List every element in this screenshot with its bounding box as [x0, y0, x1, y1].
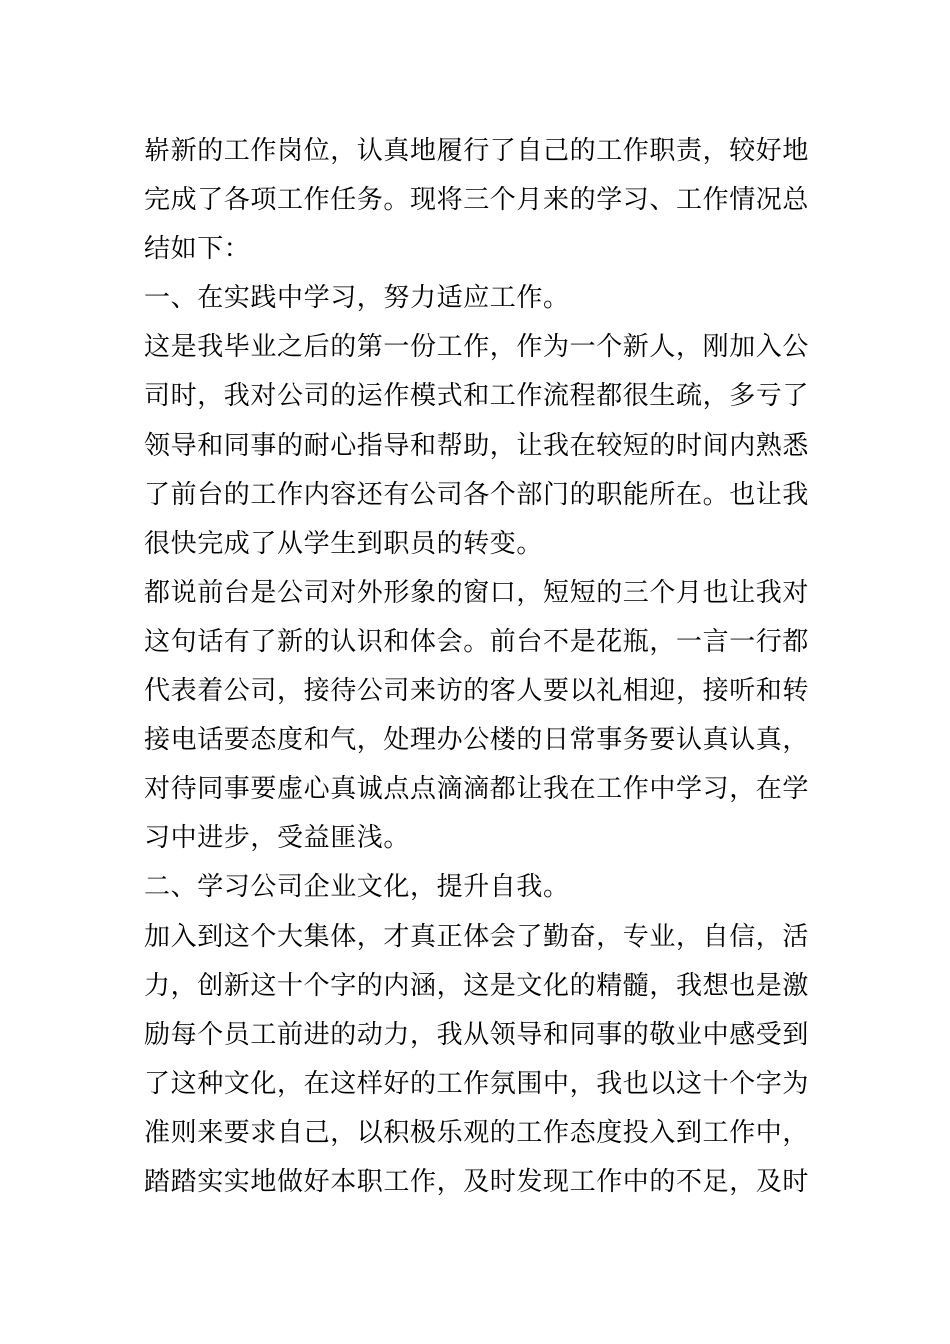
- text-line: 这句话有了新的认识和体会。前台不是花瓶，一言一行都: [144, 626, 810, 657]
- text-line: 力，创新这十个字的内涵，这是文化的精髓，我想也是激: [144, 970, 810, 1001]
- text-line: 了前台的工作内容还有公司各个部门的职能所在。也让我: [144, 479, 810, 510]
- text-line: 加入到这个大集体，才真正体会了勤奋，专业，自信，活: [144, 921, 810, 952]
- text-line: 很快完成了从学生到职员的转变。: [144, 528, 544, 559]
- text-line: 都说前台是公司对外形象的窗口，短短的三个月也让我对: [144, 577, 810, 608]
- text-line: 了这种文化，在这样好的工作氛围中，我也以这十个字为: [144, 1068, 810, 1099]
- section-heading: 一、在实践中学习，努力适应工作。: [144, 283, 570, 314]
- text-line: 领导和同事的耐心指导和帮助，让我在较短的时间内熟悉: [144, 430, 810, 461]
- text-line: 崭新的工作岗位，认真地履行了自己的工作职责，较好地: [144, 136, 810, 166]
- text-line: 结如下：: [144, 234, 251, 265]
- body-text: [144, 127, 808, 1207]
- text-line: 励每个员工前进的动力，我从领导和同事的敬业中感受到: [144, 1019, 810, 1050]
- text-line: 这是我毕业之后的第一份工作，作为一个新人，刚加入公: [144, 332, 810, 363]
- section-heading: 二、学习公司企业文化，提升自我。: [144, 872, 570, 903]
- text-line: 习中进步，受益匪浅。: [144, 823, 411, 854]
- text-line: 准则来要求自己，以积极乐观的工作态度投入到工作中，: [144, 1117, 810, 1148]
- text-line: 接电话要态度和气，处理办公楼的日常事务要认真认真，: [144, 725, 810, 756]
- text-line: 踏踏实实地做好本职工作，及时发现工作中的不足，及时: [144, 1166, 810, 1197]
- text-line: 完成了各项工作任务。现将三个月来的学习、工作情况总: [144, 185, 810, 216]
- text-line: 代表着公司，接待公司来访的客人要以礼相迎，接听和转: [144, 676, 810, 707]
- text-line: 对待同事要虚心真诚点点滴滴都让我在工作中学习，在学: [144, 774, 810, 805]
- text-line: 司时，我对公司的运作模式和工作流程都很生疏，多亏了: [144, 381, 810, 412]
